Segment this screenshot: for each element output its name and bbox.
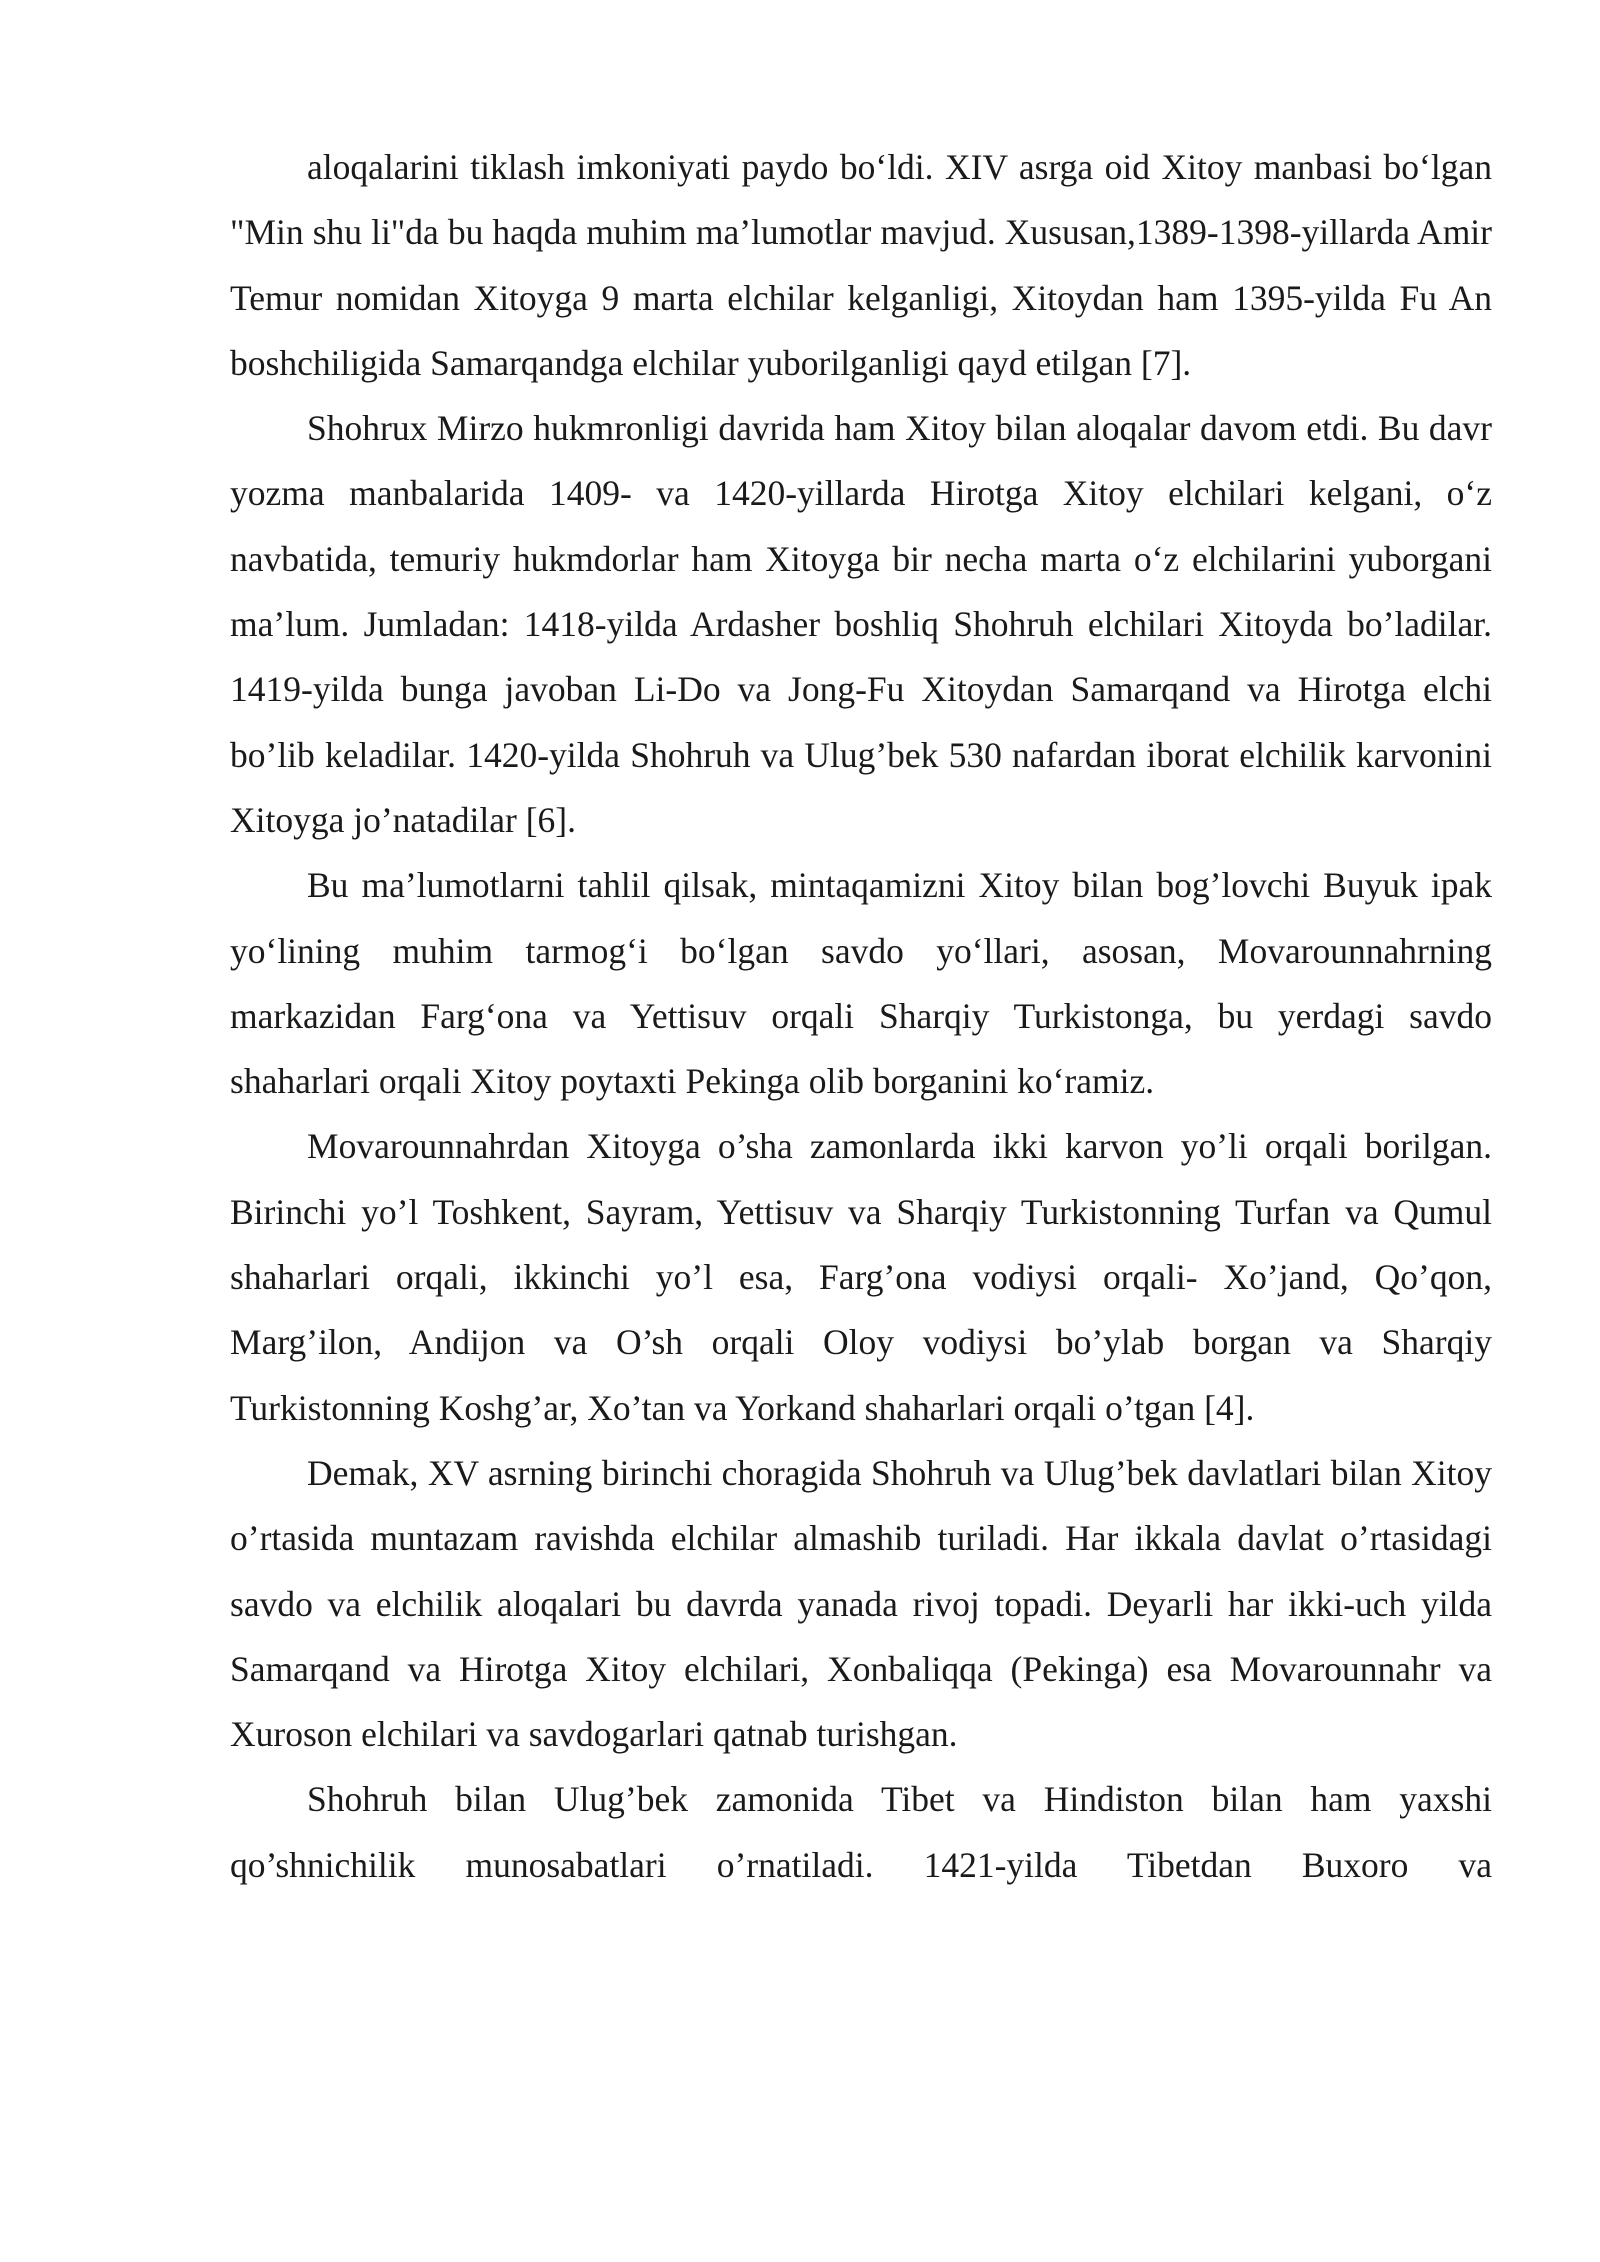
paragraph-demak: Demak, XV asrning birinchi choragida Shohruh va Ulug’bek davlatlari bilan Xitoy o’rtasida muntazam ravishda elchilar almashib turiladi. Har ikkala davlat o’rtasidagi savdo va elchilik aloqalari bu davrda yanada rivoj topadi. Deyarli har ikki-uch yilda Samarqand va Hirotga Xitoy elchilari, Xonbaliqqa (Pekinga) esa Movarounnahr va Xuroson elchilari va savdogarlari qatnab turishgan.	[230, 1452, 1492, 1755]
paragraph-trade-routes: Bu ma’lumotlarni tahlil qilsak, mintaqamizni Xitoy bilan bog’lovchi Buyuk ipak yo‘lining muhim tarmog‘i bo‘lgan savdo yo‘llari, asosan, Movarounnahrning markazidan Farg‘ona va Yettisuv orqali Sharqiy Turkistonga, bu yerdagi savdo shaharlari orqali Xitoy poytaxti Pekinga olib borganini ko‘ramiz.	[230, 865, 1492, 1102]
document-body	[230, 135, 1492, 1898]
paragraph-shohrux-mirzo: Shohrux Mirzo hukmronligi davrida ham Xitoy bilan aloqalar davom etdi. Bu davr yozma manbalarida 1409- va 1420-yillarda Hirotga Xitoy elchilari kelgani, o‘z navbatida, temuriy hukmdorlar ham Xitoyga bir necha marta o‘z elchilarini yuborgani ma’lum. Jumladan: 1418-yilda Ardasher boshliq Shohruh elchilari Xitoyda bo’ladilar. 1419-yilda bunga javoban Li-Do va Jong-Fu Xitoydan Samarqand va Hirotga elchi bo’lib keladilar. 1420-yilda Shohruh va Ulug’bek 530 nafardan iborat elchilik karvonini Xitoyga jo’natadilar [6].	[230, 408, 1492, 840]
paragraph-continued: aloqalarini tiklash imkoniyati paydo bo‘ldi. XIV asrga oid Xitoy manbasi bo‘lgan "Min shu li"da bu haqda muhim ma’lumotlar mavjud. Xususan,1389-1398-yillarda Amir Temur nomidan Xitoyga 9 marta elchilar kelganligi, Xitoydan ham 1395-yilda Fu An boshchiligida Samarqandga elchilar yuborilganligi qayd etilgan [7].	[230, 147, 1492, 383]
paragraph-tibet-india: Shohruh bilan Ulug’bek zamonida Tibet va Hindiston bilan ham yaxshi qo’shnichilik munosabatlari o’rnatiladi. 1421-yilda Tibetdan Buxoro va	[230, 1779, 1492, 1885]
paragraph-caravan-roads: Movarounnahrdan Xitoyga o’sha zamonlarda ikki karvon yo’li orqali borilgan. Birinchi yo’l Toshkent, Sayram, Yettisuv va Sharqiy Turkistonning Turfan va Qumul shaharlari orqali, ikkinchi yo’l esa, Farg’ona vodiysi orqali- Xo’jand, Qo’qon, Marg’ilon, Andijon va O’sh orqali Oloy vodiysi bo’ylab borgan va Sharqiy Turkistonning Koshg’ar, Xo’tan va Yorkand shaharlari orqali o’tgan [4].	[230, 1126, 1492, 1428]
